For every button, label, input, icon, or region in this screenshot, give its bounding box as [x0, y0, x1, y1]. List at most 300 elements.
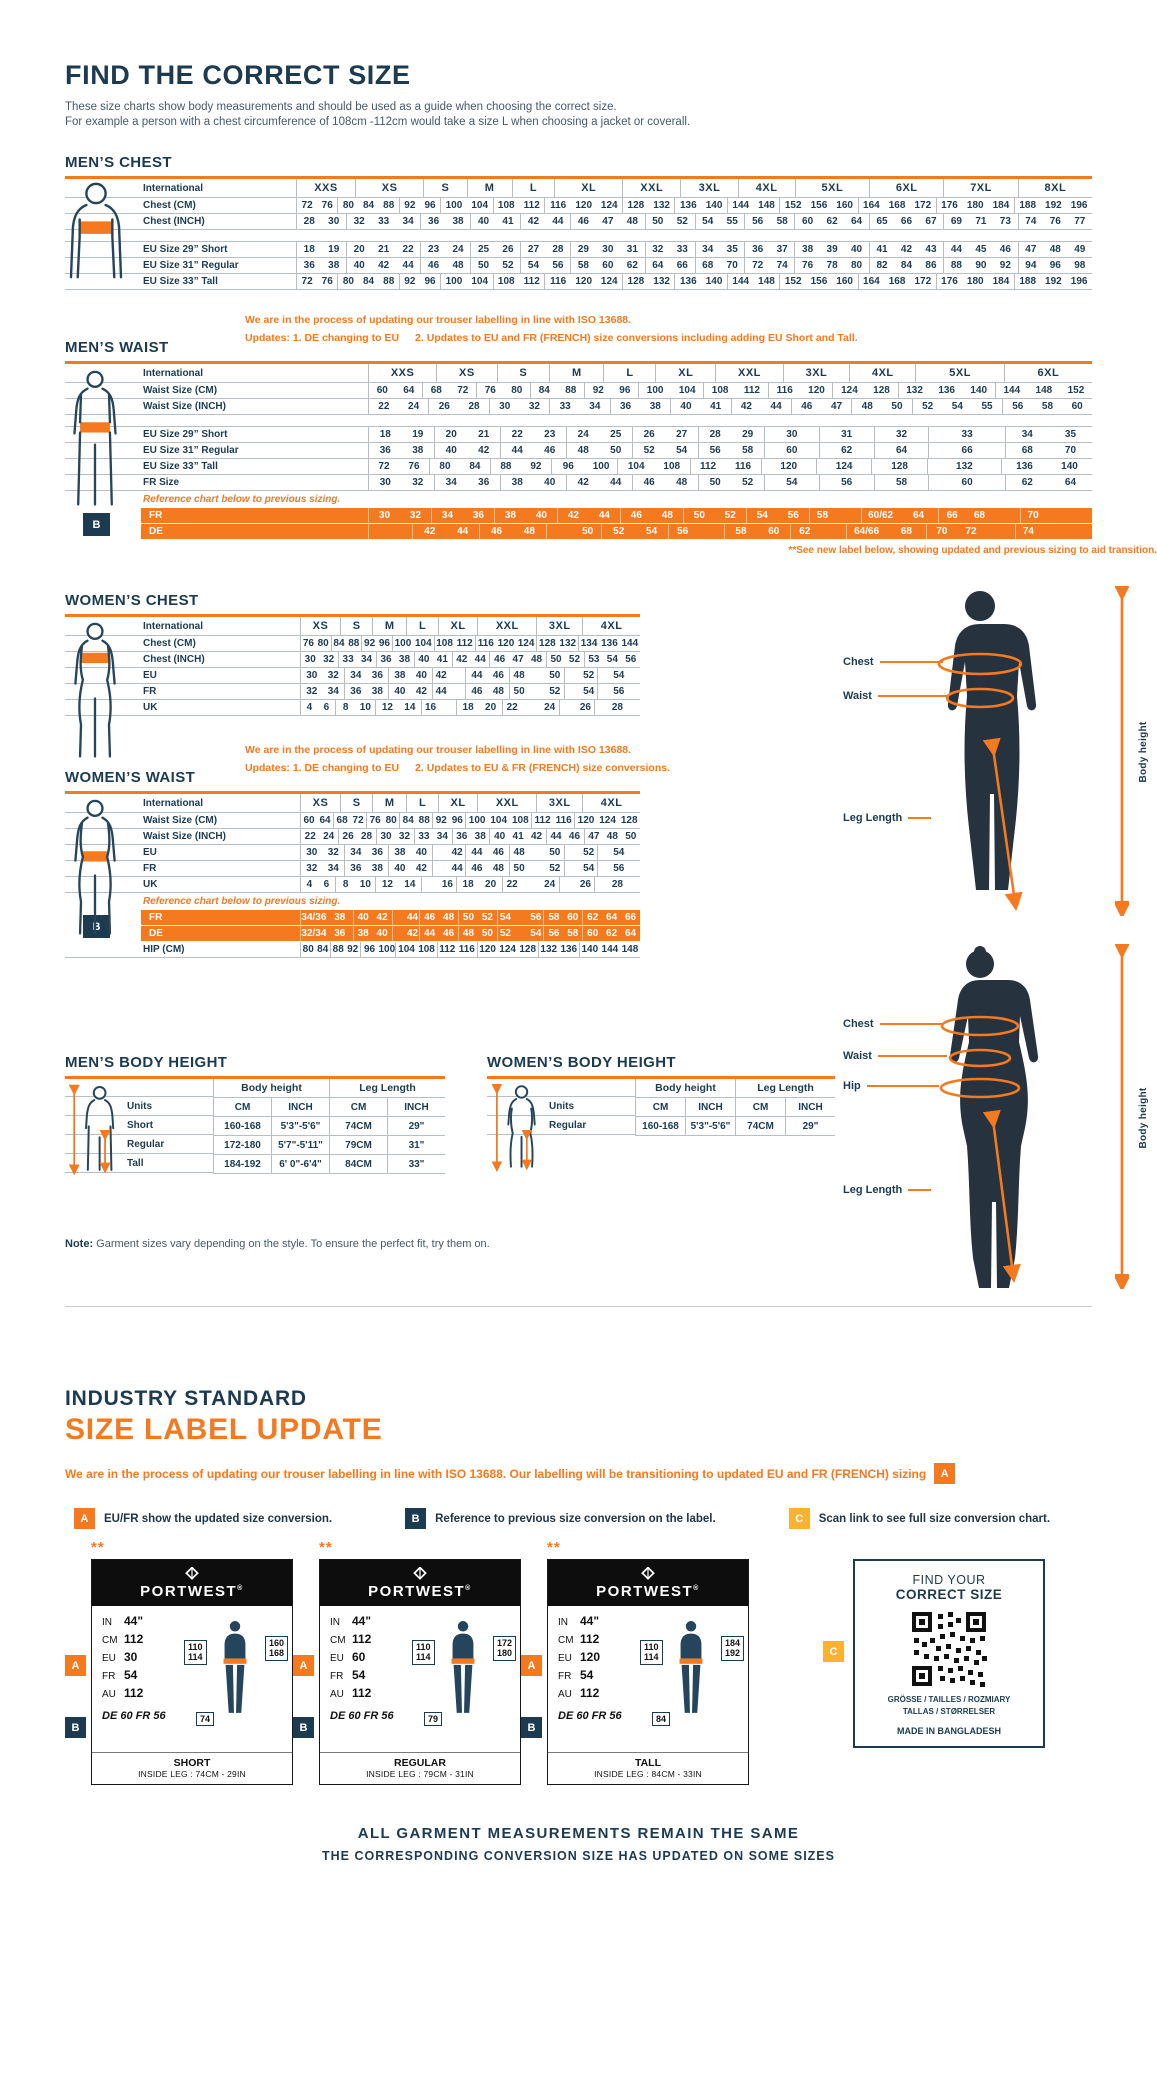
size-value: 192 [1045, 276, 1062, 287]
size-cell [520, 242, 570, 257]
size-cell [368, 508, 431, 523]
size-value: 42 [527, 216, 540, 227]
size-value: 104 [398, 944, 415, 955]
brand-diamond-icon [412, 1567, 428, 1581]
size-value: 34 [402, 216, 414, 227]
size-cell [819, 443, 874, 458]
size-value: 31 [626, 244, 638, 255]
size-cell [764, 475, 819, 490]
mini-figure-icon [670, 1620, 712, 1716]
size-value: 25 [610, 429, 622, 440]
size-column-label: 4XL [600, 797, 623, 809]
size-value: 54 [583, 686, 595, 697]
size-value: 12 [381, 879, 393, 890]
size-cell [943, 242, 1017, 257]
badge-c-icon: C [789, 1508, 810, 1529]
size-cell [399, 274, 440, 289]
label-card-body [320, 1606, 520, 1752]
size-cell [1001, 459, 1092, 474]
size-value: 100 [468, 815, 486, 826]
size-value: 30 [602, 244, 614, 255]
size-value: 58 [548, 912, 560, 923]
size-value: 22 [511, 429, 523, 440]
size-value: 24 [577, 429, 589, 440]
size-cell [566, 443, 632, 458]
row-label: Chest (CM) [143, 638, 196, 649]
size-cell [346, 242, 420, 257]
label-card-footer [320, 1752, 520, 1784]
size-value: 45 [975, 244, 987, 255]
size-value: 96 [451, 815, 463, 826]
size-value: 112 [352, 1686, 372, 1700]
size-column-header [915, 364, 1003, 382]
measure-value: 180 [496, 1648, 512, 1659]
size-column-header [372, 617, 406, 635]
size-value: 56 [613, 686, 625, 697]
size-column-label: 7XL [970, 182, 992, 194]
size-value: 50 [513, 863, 525, 874]
size-value: 52 [549, 863, 561, 874]
size-cell [420, 242, 470, 257]
size-cell [300, 926, 353, 941]
size-value: 35 [726, 244, 738, 255]
size-cell [431, 508, 494, 523]
size-cell [509, 684, 563, 699]
size-value: 41 [436, 654, 448, 665]
fit-row-label: Short [65, 1117, 213, 1135]
size-value: 34 [1021, 429, 1033, 440]
row-label: DE [149, 526, 163, 537]
size-value: 96 [562, 461, 574, 472]
size-value: 140 [970, 385, 988, 396]
label-cards-row [65, 1539, 1157, 1785]
size-value: 41 [710, 401, 722, 412]
size-cell [698, 427, 764, 442]
size-value: 38 [802, 244, 814, 255]
size-value: 42 [530, 831, 543, 842]
size-value: 34/36 [301, 912, 327, 923]
size-value: 96 [364, 944, 376, 955]
size-value: 92 [404, 276, 416, 287]
size-value: 38 [371, 686, 383, 697]
size-cell [794, 258, 868, 273]
size-value: 120 [780, 461, 798, 472]
portwest-logo [548, 1560, 748, 1606]
size-cell [703, 383, 768, 398]
size-cell [851, 399, 911, 414]
size-cell [300, 845, 344, 860]
size-value: 144 [601, 944, 619, 955]
size-cell [632, 427, 698, 442]
inside-leg: INSIDE LEG : 84CM - 33IN [594, 1769, 702, 1779]
size-value: 44 [424, 928, 436, 939]
size-value: 76 [302, 638, 314, 649]
size-value: 88 [950, 260, 962, 271]
garment-label-card [299, 1539, 521, 1785]
size-column-header [436, 364, 496, 382]
qr-card-made-in: MADE IN BANGLADESH [896, 1726, 1001, 1736]
size-value: 120 [575, 276, 593, 287]
size-value: 32 [306, 863, 318, 874]
page-title: FIND THE CORRECT SIZE [65, 60, 411, 90]
size-value: 42 [567, 510, 579, 521]
size-value: 48 [676, 477, 688, 488]
size-column-label: 3XL [548, 797, 571, 809]
size-system: IN [558, 1617, 568, 1628]
size-value: 40 [544, 477, 556, 488]
size-value: 82 [876, 260, 888, 271]
portwest-logo [320, 1560, 520, 1606]
size-cell [898, 383, 995, 398]
size-cell [388, 668, 432, 683]
size-value: 144 [1003, 385, 1021, 396]
previous-size-row: DE 60 FR 56 [558, 1710, 622, 1722]
table-gap [65, 415, 1092, 427]
row-label: FR [143, 863, 157, 874]
size-value: 44 [471, 670, 483, 681]
size-value: 32 [327, 847, 339, 858]
size-value: 136 [1016, 461, 1033, 472]
row-label: Waist Size (CM) [143, 385, 218, 396]
mini-figure-icon [214, 1620, 256, 1716]
size-value: 30 [378, 510, 391, 521]
size-cell [368, 475, 434, 490]
size-cell [392, 926, 420, 941]
size-cell [683, 508, 746, 523]
size-value: 22 [378, 401, 390, 412]
size-cell [300, 813, 333, 828]
womens-body-height-section [487, 1054, 835, 1174]
size-value: 112 [743, 385, 760, 396]
size-value: 116 [550, 276, 567, 287]
size-value: 62 [626, 260, 638, 271]
size-value: 33 [961, 429, 973, 440]
size-value: 172 [914, 200, 932, 211]
fit-value: 6' 0"-6'4" [271, 1155, 329, 1174]
size-column-label: XXL [495, 620, 519, 632]
size-value: 34 [702, 244, 714, 255]
size-value: 35 [1064, 429, 1077, 440]
size-value: 42 [406, 928, 419, 939]
size-value: 46 [424, 912, 436, 923]
size-value: 152 [784, 276, 802, 287]
size-column-label: M [384, 620, 395, 632]
size-value: 29 [742, 429, 754, 440]
size-value: 80 [342, 276, 354, 287]
size-column-label: 6XL [1037, 367, 1060, 379]
mens-waist-body-icon [67, 366, 123, 514]
size-cell [670, 399, 730, 414]
size-value: 136 [679, 276, 697, 287]
size-value: 44" [352, 1614, 372, 1628]
male-figure: Chest Waist Leg Length Body height [843, 586, 1143, 918]
size-value: 68 [430, 385, 442, 396]
fit-value: 74CM [329, 1117, 387, 1136]
label-card-footer [92, 1752, 292, 1784]
size-value: 33 [378, 216, 390, 227]
size-cell [392, 636, 434, 651]
size-value: 67 [925, 216, 937, 227]
size-cell [584, 829, 640, 844]
size-value: 132 [653, 200, 670, 211]
industry-standard-title: INDUSTRY STANDARD [65, 1387, 307, 1410]
size-value: 66 [900, 216, 913, 227]
size-value: 50 [513, 686, 525, 697]
size-value: 54 [580, 1668, 594, 1682]
intro-line-1: These size charts show body measurements and should be used as a guide when choosing the correct size. [65, 101, 617, 113]
size-cell [816, 459, 871, 474]
size-cell [489, 652, 545, 667]
size-value: 48 [462, 928, 475, 939]
size-cell [832, 383, 897, 398]
size-column-label: 5XL [821, 182, 844, 194]
size-cell [337, 198, 398, 213]
size-value: 71 [975, 216, 987, 227]
size-value: 44 [406, 912, 419, 923]
size-cell [597, 668, 640, 683]
size-cell [300, 910, 353, 925]
size-cell [761, 459, 816, 474]
size-value: 62 [841, 445, 853, 456]
size-cell [594, 877, 640, 892]
size-value: 108 [711, 385, 729, 396]
measure-value: 172 [496, 1638, 512, 1648]
size-value: 128 [627, 200, 645, 211]
size-cell [632, 475, 698, 490]
size-value: 112 [523, 200, 540, 211]
size-value: 69 [950, 216, 962, 227]
row-label: Chest (INCH) [143, 216, 205, 227]
womens-waist-update-note: We are in the process of updating our trouser labelling in line with ISO 13688. Updates: 1. DE changing to EU 2. Updates to EU & FR (FRENCH) size conversions. [245, 744, 671, 774]
size-cell [597, 845, 640, 860]
size-column-header [622, 179, 680, 197]
size-value: 41 [512, 831, 524, 842]
size-column-header [355, 179, 423, 197]
size-value: 36 [334, 928, 346, 939]
size-value: 36 [350, 686, 362, 697]
fit-row-label: Tall [65, 1155, 213, 1173]
mini-figure-icon [442, 1620, 484, 1716]
size-value: 68 [702, 260, 714, 271]
size-value: 36 [752, 244, 764, 255]
size-value: 96 [424, 276, 436, 287]
badge-a-icon: A [293, 1655, 314, 1676]
size-cell [502, 877, 559, 892]
size-value: 84 [402, 815, 414, 826]
size-value: 70 [1064, 445, 1077, 456]
size-value: 108 [418, 944, 435, 955]
legend-item-b: B Reference to previous size conversion on the label. [396, 1508, 716, 1529]
size-value: 40 [477, 216, 490, 227]
size-column-header [372, 794, 406, 812]
fit-value: 160-168 [635, 1117, 685, 1136]
womens-waist-table [65, 791, 640, 958]
size-cell [500, 443, 566, 458]
size-cell [296, 242, 346, 257]
size-column-label: S [352, 797, 361, 809]
size-cell [368, 427, 434, 442]
size-cell [414, 652, 452, 667]
size-column-label: 4XL [755, 182, 778, 194]
size-column-header [536, 617, 582, 635]
size-value: 34 [327, 863, 339, 874]
unit-column-header: CM [735, 1098, 785, 1117]
row-label: FR [149, 510, 163, 521]
size-cell [344, 861, 388, 876]
size-cell [779, 274, 857, 289]
size-value: 68 [336, 815, 348, 826]
size-value: 36 [371, 670, 383, 681]
row-label: FR Size [143, 477, 180, 488]
size-system: AU [102, 1689, 116, 1700]
size-column-label: XL [450, 620, 466, 632]
size-value: 38 [328, 260, 340, 271]
legend-row [65, 1508, 1157, 1529]
size-value: 52 [481, 912, 493, 923]
size-cell [1005, 475, 1092, 490]
size-value: 60 [602, 260, 614, 271]
size-value: 144 [732, 200, 750, 211]
size-label-update-title: SIZE LABEL UPDATE [65, 1413, 383, 1446]
size-value: 112 [534, 815, 551, 826]
size-cell [727, 198, 779, 213]
table-row [65, 459, 1092, 475]
size-cell [768, 383, 833, 398]
size-value: 54 [646, 526, 658, 537]
size-value: 18 [462, 702, 474, 713]
size-value: 46 [643, 477, 655, 488]
fit-value: 31" [387, 1136, 445, 1155]
size-value: 33 [676, 244, 688, 255]
size-value: 128 [873, 385, 890, 396]
size-value: 100 [394, 638, 412, 649]
row-label: EU [143, 847, 157, 858]
row-label: UK [143, 879, 158, 890]
size-value: 54 [530, 928, 542, 939]
size-value: 38 [398, 654, 411, 665]
size-cell [622, 198, 674, 213]
size-cell [874, 475, 929, 490]
unit-column-header: INCH [785, 1098, 835, 1117]
measure-value: 114 [416, 1652, 431, 1663]
size-cell [456, 877, 502, 892]
size-value: 22 [506, 879, 518, 890]
size-value: 42 [435, 670, 447, 681]
size-value: 76 [484, 385, 496, 396]
size-value: 38 [649, 401, 661, 412]
size-value: 16 [424, 702, 437, 713]
size-value: 38 [371, 863, 383, 874]
fit-value: 5'7"-5'11" [271, 1136, 329, 1155]
size-value: 68 [973, 510, 985, 521]
portwest-logo [92, 1560, 292, 1606]
size-value: 33 [559, 401, 571, 412]
size-cell [437, 942, 477, 957]
size-value: 92 [404, 200, 416, 211]
size-value: 112 [352, 1632, 372, 1646]
size-cell [1002, 399, 1092, 414]
reference-note: Reference chart below to previous sizing. [143, 896, 341, 907]
size-value: 80 [850, 260, 863, 271]
size-value: 84 [317, 944, 329, 955]
size-column-label: XL [450, 797, 466, 809]
size-value: 112 [523, 276, 540, 287]
size-cell [432, 668, 465, 683]
size-cell [559, 700, 594, 715]
units-header: Units [487, 1098, 635, 1116]
size-column-label: XS [381, 182, 398, 194]
brand-name: PORTWEST® [140, 1582, 244, 1600]
table-header-row [65, 364, 1092, 383]
table-header-row [65, 179, 1092, 198]
size-value: 6 [323, 702, 330, 713]
size-value: 54 [124, 1668, 138, 1682]
size-cell [375, 700, 421, 715]
size-value: 60 [303, 815, 315, 826]
size-column-label: M [384, 797, 395, 809]
size-cell [668, 524, 724, 539]
size-column-label: 6XL [895, 182, 918, 194]
size-value: 28 [552, 244, 564, 255]
female-figure: Chest Waist Hip Leg Length Body height [843, 944, 1143, 1292]
label-card-body [92, 1606, 292, 1752]
size-value: 44" [580, 1614, 600, 1628]
size-value: 48 [492, 863, 504, 874]
size-value: 20 [353, 244, 365, 255]
size-value: 88 [332, 944, 344, 955]
size-cell [421, 700, 456, 715]
size-value: 132 [956, 461, 973, 472]
size-value: 60 [768, 526, 780, 537]
size-value: 58 [735, 526, 747, 537]
size-column-header [512, 179, 555, 197]
size-cell [674, 198, 726, 213]
size-cell [300, 684, 344, 699]
size-cell [388, 684, 432, 699]
size-value: 77 [1074, 216, 1086, 227]
size-value: 30 [306, 847, 318, 858]
size-cell [376, 829, 414, 844]
size-cell [564, 684, 597, 699]
brand-diamond-icon [184, 1567, 200, 1581]
body-height-group-header: Body height [635, 1079, 735, 1098]
size-value: 72 [965, 526, 977, 537]
size-value: 46 [443, 928, 455, 939]
size-column-label: XXS [314, 182, 338, 194]
size-cell [434, 636, 475, 651]
size-value: 46 [544, 445, 556, 456]
size-cell [470, 258, 520, 273]
size-cell [874, 427, 929, 442]
size-value: 100 [592, 461, 610, 472]
size-value: 48 [1049, 244, 1061, 255]
size-value: 80 [439, 461, 451, 472]
size-value: 128 [620, 815, 638, 826]
size-value: 66 [676, 260, 688, 271]
size-system: CM [330, 1635, 346, 1646]
size-value: 48 [861, 401, 873, 412]
size-cell [414, 829, 452, 844]
size-value: 52 [568, 654, 581, 665]
size-value: 50 [477, 260, 490, 271]
size-value: 54 [951, 401, 963, 412]
table-row [65, 668, 640, 684]
size-cell [724, 524, 791, 539]
size-value: 124 [841, 385, 858, 396]
size-column-header [340, 794, 372, 812]
size-cell [530, 383, 584, 398]
size-value: 168 [888, 276, 906, 287]
